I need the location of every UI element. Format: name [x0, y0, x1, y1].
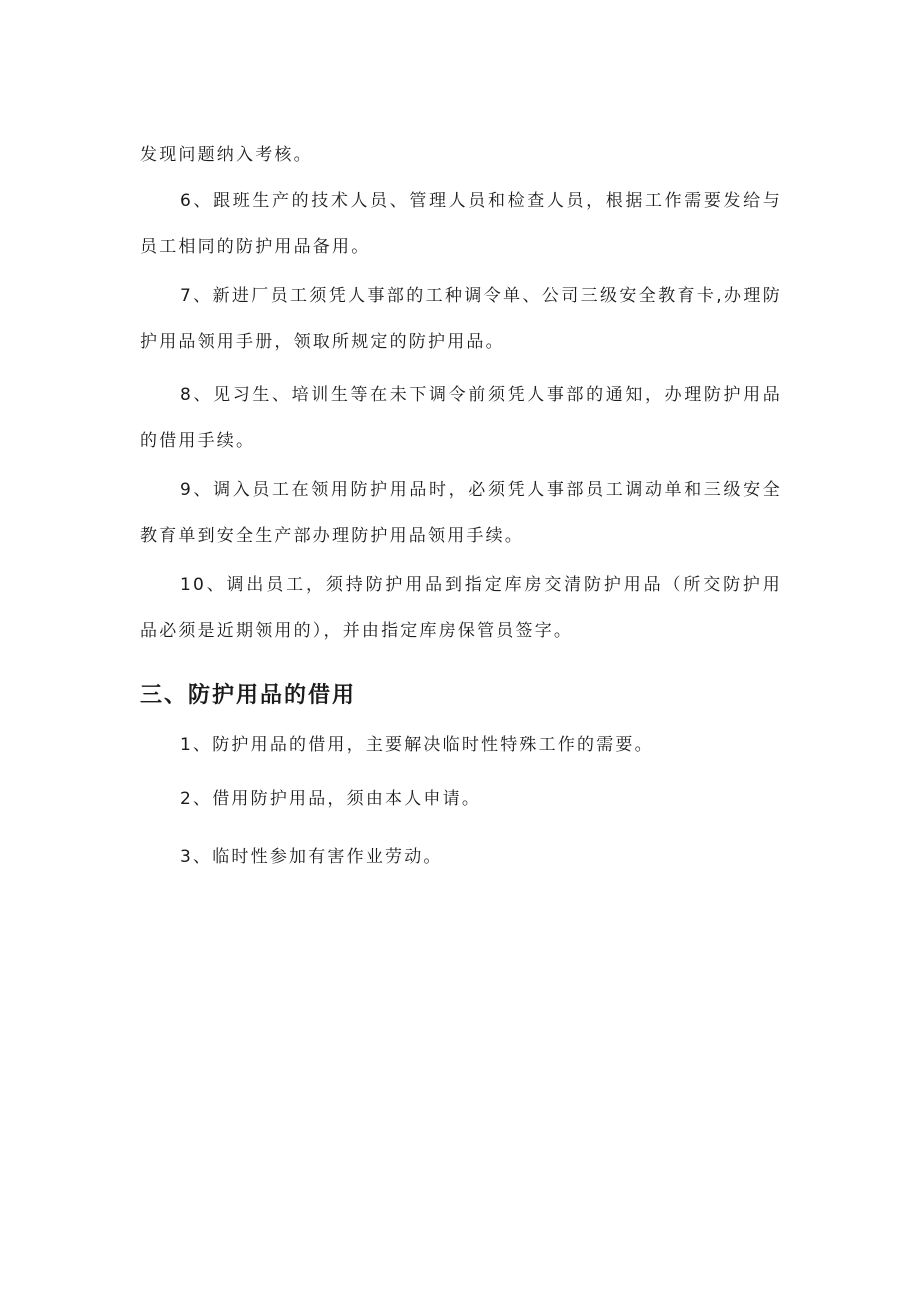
section-3-heading: 三、防护用品的借用: [140, 683, 357, 708]
list-item-6: 6、跟班生产的技术人员、管理人员和检查人员，根据工作需要发给与员工相同的防护用品备用。: [140, 191, 782, 257]
section-3-item-3: 3、临时性参加有害作业劳动。: [180, 847, 443, 867]
continued-paragraph: 发现问题纳入考核。: [140, 145, 313, 165]
section-3-item-1: 1、防护用品的借用，主要解决临时性特殊工作的需要。: [180, 735, 654, 755]
list-item-8: 8、见习生、培训生等在未下调令前须凭人事部的通知，办理防护用品的借用手续。: [140, 385, 782, 451]
list-item-7: 7、新进厂员工须凭人事部的工种调令单、公司三级安全教育卡,办理防护用品领用手册，领取所规定的防护用品。: [140, 286, 782, 352]
list-item-10: 10、调出员工，须持防护用品到指定库房交清防护用品（所交防护用品必须是近期领用的），并由指定库房保管员签字。: [140, 575, 782, 641]
list-item-9: 9、调入员工在领用防护用品时，必须凭人事部员工调动单和三级安全教育单到安全生产部办理防护用品领用手续。: [140, 480, 782, 546]
section-3-item-2: 2、借用防护用品，须由本人申请。: [180, 789, 482, 809]
